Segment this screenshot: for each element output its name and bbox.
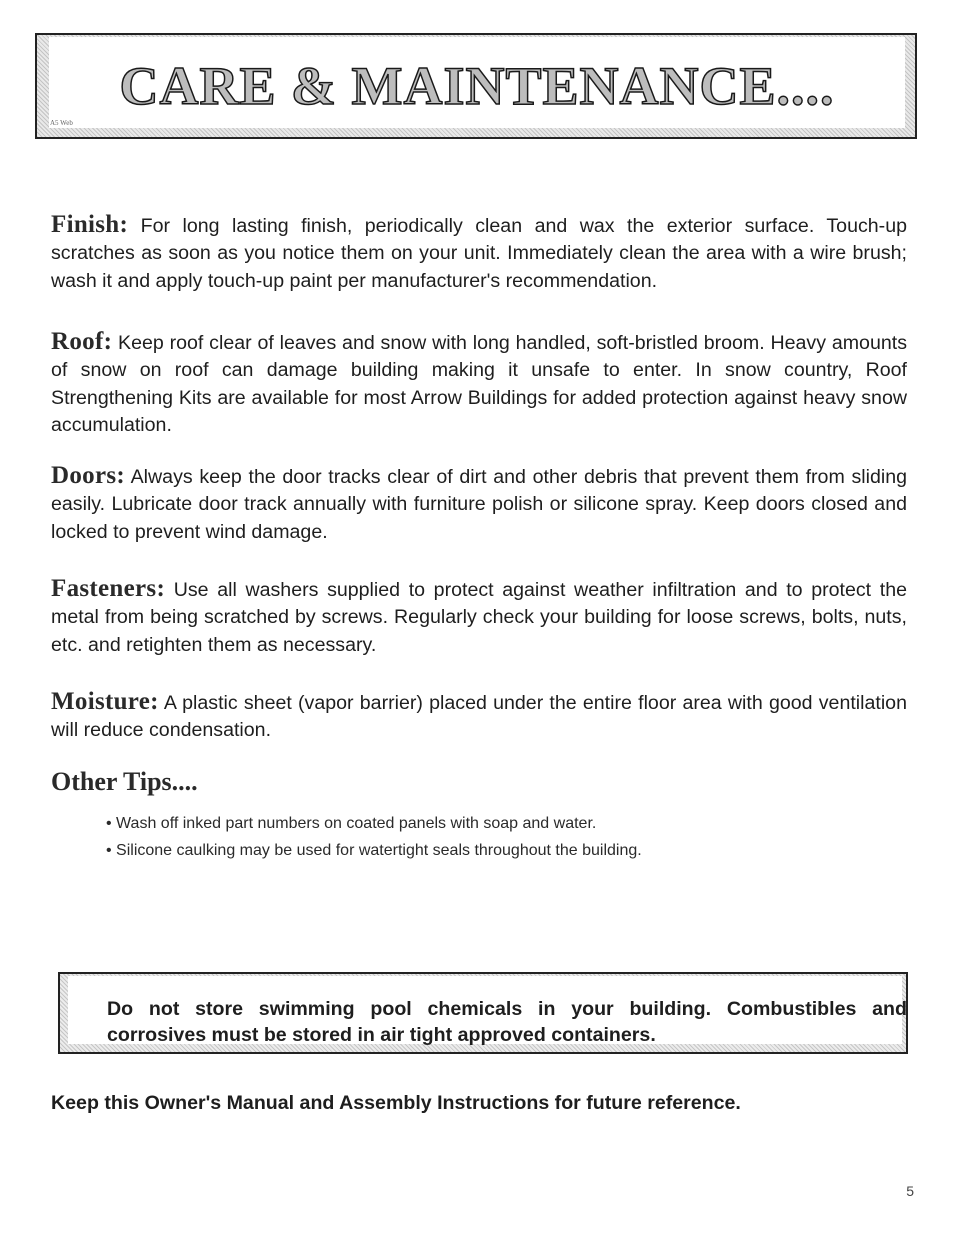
section-heading-fasteners: Fasteners:	[51, 575, 166, 602]
section-text-fasteners: Use all washers supplied to protect against weather infiltration and to protect the metal from being scratched by screws. Regularly check your building for loose screws, bolts, nuts, etc. and retighten them as necessary.	[51, 579, 907, 656]
section-heading-moisture: Moisture:	[51, 688, 159, 715]
header-inner-panel	[49, 37, 905, 128]
section-doors	[51, 462, 907, 546]
section-heading-roof: Roof:	[51, 328, 113, 355]
section-heading-finish: Finish:	[51, 211, 129, 238]
header-banner	[35, 33, 917, 139]
section-moisture	[51, 688, 907, 745]
section-text-roof: Keep roof clear of leaves and snow with long handled, soft-bristled broom. Heavy amounts of snow on roof can damage building making it unsafe to enter. In snow country, Roof Strengthening Kits are available for most Arrow Buildings for added protection against heavy snow accumulation.	[51, 332, 907, 436]
other-tips-list	[106, 810, 642, 864]
page-title: CARE & MAINTENANCE....	[119, 56, 835, 116]
section-finish	[51, 211, 907, 295]
warning-text: Do not store swimming pool chemicals in your building. Combustibles and corrosives must be stored in air tight approved containers.	[107, 998, 907, 1046]
warning-inner-panel	[68, 976, 907, 1046]
section-heading-doors: Doors:	[51, 462, 126, 489]
section-fasteners	[51, 575, 907, 659]
section-text-doors: Always keep the door tracks clear of dirt and other debris that prevent them from sliding easily. Lubricate door track annually with furniture polish or silicone spray. Keep doors closed and locked to prevent wind damage.	[51, 466, 907, 543]
warning-box	[58, 972, 908, 1054]
other-tips-heading: Other Tips....	[51, 767, 198, 796]
footer-note: Keep this Owner's Manual and Assembly Instructions for future reference.	[51, 1092, 741, 1114]
section-roof	[51, 328, 907, 439]
list-item: • Wash off inked part numbers on coated panels with soap and water.	[106, 810, 642, 837]
section-text-finish: For long lasting finish, periodically clean and wax the exterior surface. Touch-up scratches as soon as you notice them on your unit. Immediately clean the area with a wire brush; wash it and apply touch-up paint per manufacturer's recommendation.	[51, 215, 907, 292]
section-text-moisture: A plastic sheet (vapor barrier) placed under the entire floor area with good ventilation will reduce condensation.	[51, 692, 907, 742]
document-code: A5 Web	[50, 119, 73, 127]
page-number: 5	[906, 1183, 914, 1199]
list-item: • Silicone caulking may be used for watertight seals throughout the building.	[106, 837, 642, 864]
